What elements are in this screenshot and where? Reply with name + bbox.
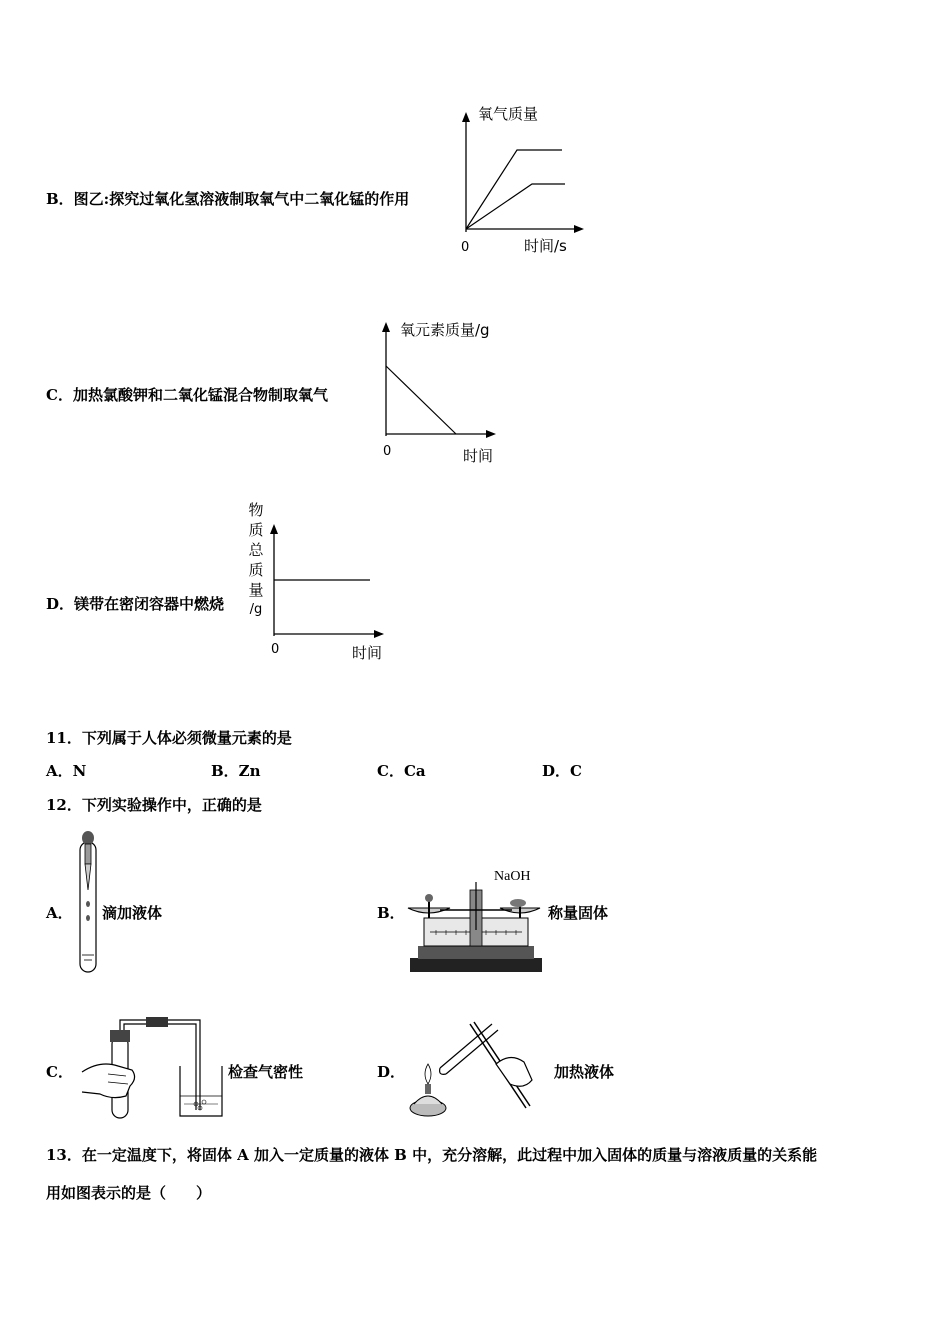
graph-c-line bbox=[386, 366, 456, 434]
graph-b-ylabel: 氧气质量 bbox=[478, 105, 539, 123]
option-d-text: D．镁带在密闭容器中燃烧 bbox=[46, 595, 225, 613]
q11-option-b: B．Zn bbox=[211, 762, 261, 780]
graph-d-origin: 0 bbox=[271, 642, 280, 657]
q12-question: 12．下列实验操作中，正确的是 bbox=[46, 796, 262, 814]
q12-d-letter: D． bbox=[377, 1063, 406, 1081]
graph-b-xlabel: 时间/s bbox=[524, 237, 567, 255]
q11-option-d: D．C bbox=[542, 762, 582, 780]
graph-b-line-catalyzed bbox=[466, 150, 562, 229]
graph-d-ylabel: 物 质 总 质 量 /g bbox=[248, 501, 264, 617]
q12-a-text: 滴加液体 bbox=[102, 904, 163, 922]
q13-line1: 13．在一定温度下，将固体 A 加入一定质量的液体 B 中，充分溶解，此过程中加入固体的质量与溶液质量的关系能 bbox=[46, 1146, 818, 1164]
naoh-label: NaOH bbox=[494, 869, 531, 884]
graph-c-xlabel: 时间 bbox=[463, 447, 494, 465]
q12-c-letter: C． bbox=[46, 1063, 73, 1081]
graph-c-ylabel: 氧元素质量/g bbox=[400, 321, 490, 339]
option-c-text: C．加热氯酸钾和二氧化锰混合物制取氧气 bbox=[46, 386, 328, 404]
q11-option-c: C．Ca bbox=[377, 762, 426, 780]
q12-a-letter: A． bbox=[46, 904, 73, 922]
q13-line2: 用如图表示的是（ ） bbox=[46, 1184, 212, 1202]
q12-b-letter: B． bbox=[377, 904, 405, 922]
q12-d-text: 加热液体 bbox=[554, 1063, 615, 1081]
q12-b-text: 称量固体 bbox=[548, 904, 609, 922]
q11-question: 11．下列属于人体必须微量元素的是 bbox=[46, 729, 292, 747]
graph-b-origin: 0 bbox=[461, 240, 470, 255]
graph-c-origin: 0 bbox=[383, 444, 392, 459]
graph-d-xlabel: 时间 bbox=[352, 644, 383, 662]
q11-option-a: A．N bbox=[46, 762, 87, 780]
graph-b-line-uncatalyzed bbox=[466, 184, 565, 229]
option-b-text: B．图乙:探究过氧化氢溶液制取氧气中二氧化锰的作用 bbox=[46, 190, 410, 208]
q12-c-text: 检查气密性 bbox=[228, 1063, 304, 1081]
